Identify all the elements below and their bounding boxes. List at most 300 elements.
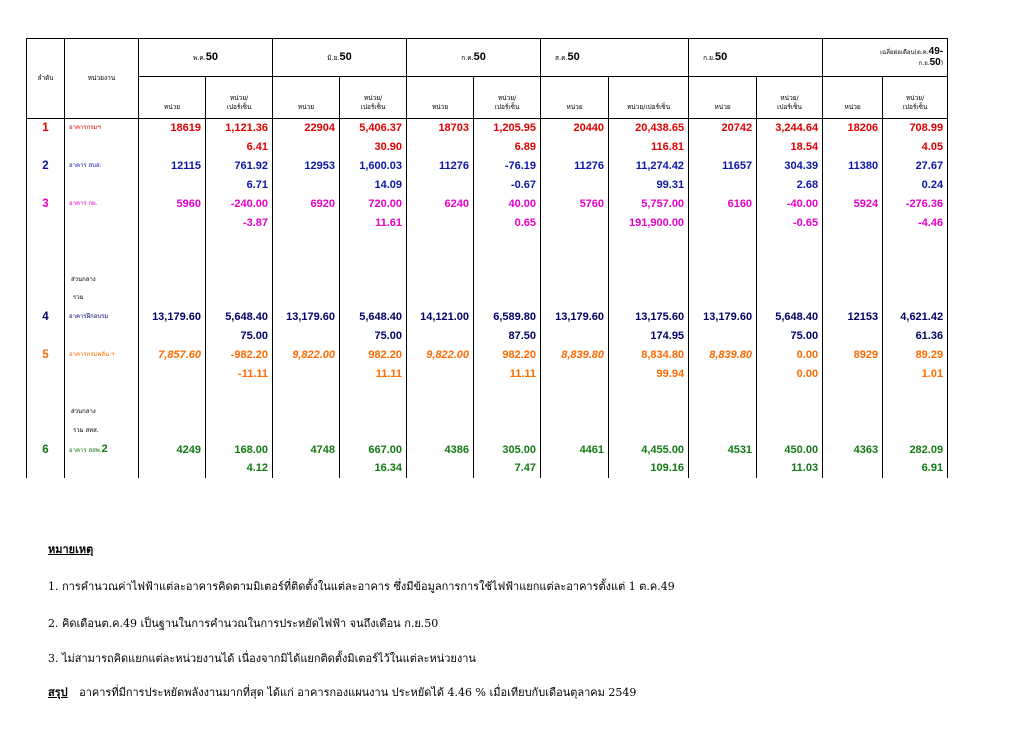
empty-cell: [273, 459, 340, 478]
units-cell: 9,822.00: [407, 346, 474, 365]
percent-cell: 99.31: [609, 176, 689, 195]
empty-cell: [823, 383, 883, 402]
diff-cell: -240.00: [206, 195, 273, 214]
empty-cell: [689, 251, 757, 270]
diff-cell: 5,648.40: [206, 308, 273, 327]
units-cell: 13,179.60: [139, 308, 206, 327]
note-item: 1. การคำนวณค่าไฟฟ้าแต่ละอาคารคิดตามมิเตอร์ที่ติดตั้งในแต่ละอาคาร ซึ่งมีข้อมูลการการใช้ไฟฟ้าแยกแต่ละอาคารตั้งแต่ 1 ต.ค.49: [48, 580, 675, 593]
empty-cell: [689, 365, 757, 384]
empty-cell: [65, 176, 139, 195]
empty-cell: [541, 138, 609, 157]
empty-cell: [139, 459, 206, 478]
empty-cell: [609, 232, 689, 251]
group-label: รวม สทส.: [65, 421, 139, 440]
empty-cell: [139, 176, 206, 195]
empty-cell: [139, 402, 206, 421]
empty-cell: [541, 289, 609, 308]
empty-cell: [27, 213, 65, 232]
empty-cell: [689, 421, 757, 440]
units-cell: 20742: [689, 119, 757, 138]
percent-cell: 0.24: [883, 176, 948, 195]
empty-cell: [474, 421, 541, 440]
diff-cell: 982.20: [340, 346, 407, 365]
empty-cell: [27, 365, 65, 384]
diff-cell: 5,406.37: [340, 119, 407, 138]
units-cell: 4531: [689, 440, 757, 459]
diff-cell: 667.00: [340, 440, 407, 459]
empty-cell: [340, 421, 407, 440]
empty-cell: [883, 383, 948, 402]
sub-header-unit-pct: หน่วย/ เปอร์เซ็น: [206, 77, 273, 119]
empty-cell: [541, 213, 609, 232]
energy-table: [26, 38, 948, 478]
diff-cell: 20,438.65: [609, 119, 689, 138]
empty-cell: [340, 383, 407, 402]
empty-cell: [407, 232, 474, 251]
empty-cell: [206, 232, 273, 251]
sub-header-unit: หน่วย: [139, 77, 206, 119]
empty-cell: [139, 251, 206, 270]
diff-cell: 1,600.03: [340, 157, 407, 176]
empty-cell: [407, 251, 474, 270]
percent-cell: 109.16: [609, 459, 689, 478]
diff-cell: -40.00: [757, 195, 823, 214]
sub-header-unit-pct: หน่วย/ เปอร์เซ็น: [474, 77, 541, 119]
percent-cell: 2.68: [757, 176, 823, 195]
unit-name-text: อาคารกรมฯ: [69, 124, 101, 132]
empty-cell: [65, 365, 139, 384]
empty-cell: [823, 289, 883, 308]
unit-name-text: อาคาร สบส.: [69, 162, 102, 170]
empty-cell: [474, 402, 541, 421]
percent-cell: 11.03: [757, 459, 823, 478]
units-cell: 4363: [823, 440, 883, 459]
units-cell: 18206: [823, 119, 883, 138]
summary-label: สรุป: [48, 686, 68, 699]
percent-cell: 4.05: [883, 138, 948, 157]
row-unit-name: [65, 119, 139, 138]
empty-cell: [407, 289, 474, 308]
percent-cell: 75.00: [340, 327, 407, 346]
empty-cell: [65, 251, 139, 270]
empty-cell: [139, 232, 206, 251]
empty-cell: [27, 176, 65, 195]
row-seq: 4: [27, 308, 65, 327]
empty-cell: [407, 421, 474, 440]
empty-cell: [139, 327, 206, 346]
percent-cell: 87.50: [474, 327, 541, 346]
diff-cell: 450.00: [757, 440, 823, 459]
empty-cell: [757, 421, 823, 440]
empty-cell: [823, 138, 883, 157]
units-cell: 14,121.00: [407, 308, 474, 327]
empty-cell: [689, 270, 757, 289]
sub-header-unit: หน่วย: [689, 77, 757, 119]
empty-cell: [65, 138, 139, 157]
empty-cell: [609, 383, 689, 402]
row-unit-name: [65, 346, 139, 365]
units-cell: 6160: [689, 195, 757, 214]
empty-cell: [206, 421, 273, 440]
sub-header-unit: หน่วย: [541, 77, 609, 119]
empty-cell: [689, 176, 757, 195]
diff-cell: 40.00: [474, 195, 541, 214]
percent-cell: 11.11: [474, 365, 541, 384]
empty-cell: [139, 138, 206, 157]
percent-cell: 6.71: [206, 176, 273, 195]
empty-cell: [541, 421, 609, 440]
col-header-average: เฉลี่ยต่อเดือน(ต.ค.49- ก.ย.50): [823, 39, 948, 77]
empty-cell: [273, 289, 340, 308]
empty-cell: [757, 270, 823, 289]
percent-cell: 6.89: [474, 138, 541, 157]
empty-cell: [65, 383, 139, 402]
empty-cell: [883, 232, 948, 251]
empty-cell: [407, 327, 474, 346]
units-cell: 12115: [139, 157, 206, 176]
empty-cell: [407, 138, 474, 157]
percent-row: [27, 138, 948, 157]
empty-cell: [27, 383, 65, 402]
group-label: รวม: [65, 289, 139, 308]
percent-cell: 191,900.00: [609, 213, 689, 232]
empty-cell: [273, 327, 340, 346]
percent-cell: 30.90: [340, 138, 407, 157]
empty-cell: [689, 383, 757, 402]
units-cell: 4249: [139, 440, 206, 459]
empty-cell: [407, 402, 474, 421]
unit-name-number: 2: [101, 442, 108, 455]
empty-cell: [883, 402, 948, 421]
units-cell: 4461: [541, 440, 609, 459]
empty-cell: [273, 232, 340, 251]
percent-cell: 0.00: [757, 365, 823, 384]
empty-cell: [883, 251, 948, 270]
diff-cell: 13,175.60: [609, 308, 689, 327]
percent-cell: 6.41: [206, 138, 273, 157]
empty-cell: [340, 402, 407, 421]
units-cell: 20440: [541, 119, 609, 138]
units-cell: 11276: [407, 157, 474, 176]
percent-cell: 16.34: [340, 459, 407, 478]
units-cell: 12153: [823, 308, 883, 327]
percent-cell: -4.46: [883, 213, 948, 232]
empty-cell: [474, 383, 541, 402]
table-row: [27, 157, 948, 176]
units-cell: 13,179.60: [689, 308, 757, 327]
empty-cell: [65, 327, 139, 346]
diff-cell: 720.00: [340, 195, 407, 214]
empty-cell: [689, 459, 757, 478]
sub-header-unit-pct: หน่วย/ เปอร์เซ็น: [340, 77, 407, 119]
empty-cell: [340, 270, 407, 289]
empty-cell: [541, 365, 609, 384]
empty-cell: [823, 251, 883, 270]
table-row: [27, 308, 948, 327]
notes-heading: หมายเหตุ: [48, 543, 94, 556]
empty-cell: [27, 232, 65, 251]
table-row: [27, 346, 948, 365]
empty-cell: [689, 327, 757, 346]
empty-cell: [823, 213, 883, 232]
sub-header-unit-pct: หน่วย/เปอร์เซ็น: [609, 77, 689, 119]
diff-cell: 8,834.80: [609, 346, 689, 365]
empty-cell: [273, 251, 340, 270]
diff-cell: 982.20: [474, 346, 541, 365]
empty-cell: [407, 176, 474, 195]
group-label: ส่วนกลาง: [65, 270, 139, 289]
empty-cell: [206, 251, 273, 270]
empty-cell: [273, 365, 340, 384]
percent-cell: 7.47: [474, 459, 541, 478]
units-cell: 8,839.80: [541, 346, 609, 365]
empty-cell: [407, 270, 474, 289]
units-cell: 12953: [273, 157, 340, 176]
diff-cell: 168.00: [206, 440, 273, 459]
sub-header-unit: หน่วย: [823, 77, 883, 119]
empty-cell: [139, 421, 206, 440]
percent-cell: 61.36: [883, 327, 948, 346]
row-seq: 6: [27, 440, 65, 459]
col-header-unit: หน่วยงาน: [65, 39, 139, 119]
empty-cell: [823, 421, 883, 440]
empty-cell: [609, 251, 689, 270]
diff-cell: 89.29: [883, 346, 948, 365]
empty-cell: [823, 365, 883, 384]
units-cell: 18619: [139, 119, 206, 138]
empty-cell: [139, 365, 206, 384]
units-cell: 9,822.00: [273, 346, 340, 365]
percent-cell: 14.09: [340, 176, 407, 195]
diff-cell: 305.00: [474, 440, 541, 459]
group-label-row: [27, 421, 948, 440]
diff-cell: 5,648.40: [340, 308, 407, 327]
percent-cell: 116.81: [609, 138, 689, 157]
empty-cell: [65, 213, 139, 232]
col-header-month: ส.ค.50: [541, 39, 689, 77]
empty-cell: [139, 270, 206, 289]
empty-cell: [823, 327, 883, 346]
diff-cell: 6,589.80: [474, 308, 541, 327]
empty-cell: [65, 232, 139, 251]
percent-cell: 75.00: [757, 327, 823, 346]
empty-cell: [757, 402, 823, 421]
empty-cell: [883, 270, 948, 289]
units-cell: 4386: [407, 440, 474, 459]
spacer-row: [27, 232, 948, 251]
percent-cell: 75.00: [206, 327, 273, 346]
percent-cell: -0.65: [757, 213, 823, 232]
empty-cell: [883, 289, 948, 308]
empty-cell: [407, 383, 474, 402]
percent-cell: -3.87: [206, 213, 273, 232]
empty-cell: [474, 232, 541, 251]
diff-cell: -982.20: [206, 346, 273, 365]
units-cell: 8,839.80: [689, 346, 757, 365]
percent-cell: 1.01: [883, 365, 948, 384]
empty-cell: [139, 213, 206, 232]
empty-cell: [273, 421, 340, 440]
empty-cell: [273, 176, 340, 195]
percent-cell: 0.65: [474, 213, 541, 232]
row-unit-name: [65, 157, 139, 176]
units-cell: 6240: [407, 195, 474, 214]
spacer-row: [27, 251, 948, 270]
empty-cell: [689, 232, 757, 251]
row-seq: 2: [27, 157, 65, 176]
units-cell: 5760: [541, 195, 609, 214]
empty-cell: [541, 176, 609, 195]
percent-cell: 6.91: [883, 459, 948, 478]
percent-cell: -0.67: [474, 176, 541, 195]
note-item: 2. คิดเดือนต.ค.49 เป็นฐานในการคำนวณในการประหยัดไฟฟ้า จนถึงเดือน ก.ย.50: [48, 617, 439, 630]
units-cell: 6920: [273, 195, 340, 214]
empty-cell: [206, 383, 273, 402]
row-unit-name: [65, 308, 139, 327]
table-row: [27, 195, 948, 214]
empty-cell: [27, 251, 65, 270]
units-cell: 11380: [823, 157, 883, 176]
empty-cell: [340, 251, 407, 270]
percent-row: [27, 365, 948, 384]
empty-cell: [541, 402, 609, 421]
diff-cell: 304.39: [757, 157, 823, 176]
empty-cell: [757, 383, 823, 402]
empty-cell: [27, 270, 65, 289]
units-cell: 5924: [823, 195, 883, 214]
units-cell: 13,179.60: [273, 308, 340, 327]
empty-cell: [273, 270, 340, 289]
empty-cell: [541, 459, 609, 478]
diff-cell: 3,244.64: [757, 119, 823, 138]
empty-cell: [757, 251, 823, 270]
table-header: [27, 39, 948, 119]
diff-cell: -276.36: [883, 195, 948, 214]
diff-cell: 5,757.00: [609, 195, 689, 214]
empty-cell: [689, 289, 757, 308]
percent-row: [27, 176, 948, 195]
empty-cell: [27, 327, 65, 346]
empty-cell: [823, 176, 883, 195]
energy-table-sheet: [26, 38, 944, 478]
diff-cell: 4,455.00: [609, 440, 689, 459]
units-cell: 8929: [823, 346, 883, 365]
percent-cell: -11.11: [206, 365, 273, 384]
diff-cell: 11,274.42: [609, 157, 689, 176]
empty-cell: [27, 402, 65, 421]
empty-cell: [27, 289, 65, 308]
summary-text: อาคารที่มีการประหยัดพลังงานมากที่สุด ได้แก่ อาคารกองแผนงาน ประหยัดได้ 4.46 % เมื่อเทียบกับเดือนตุลาคม 2549: [79, 686, 637, 699]
empty-cell: [65, 459, 139, 478]
percent-cell: 99.94: [609, 365, 689, 384]
group-label-row: [27, 402, 948, 421]
diff-cell: 4,621.42: [883, 308, 948, 327]
diff-cell: 1,205.95: [474, 119, 541, 138]
units-cell: 13,179.60: [541, 308, 609, 327]
empty-cell: [407, 213, 474, 232]
group-label-row: [27, 270, 948, 289]
sub-header-unit-pct: หน่วย/ เปอร์เซ็น: [757, 77, 823, 119]
empty-cell: [206, 270, 273, 289]
diff-cell: 761.92: [206, 157, 273, 176]
group-label-row: [27, 289, 948, 308]
spacer-row: [27, 383, 948, 402]
percent-row: [27, 459, 948, 478]
col-header-seq: ลำดับ: [27, 39, 65, 119]
units-cell: 22904: [273, 119, 340, 138]
percent-row: [27, 213, 948, 232]
empty-cell: [823, 232, 883, 251]
table-row: [27, 440, 948, 459]
diff-cell: 282.09: [883, 440, 948, 459]
empty-cell: [541, 327, 609, 346]
table-row: [27, 119, 948, 138]
percent-cell: 11.11: [340, 365, 407, 384]
units-cell: 5960: [139, 195, 206, 214]
col-header-month: พ.ค.50: [139, 39, 273, 77]
empty-cell: [27, 138, 65, 157]
empty-cell: [883, 421, 948, 440]
empty-cell: [273, 383, 340, 402]
empty-cell: [609, 402, 689, 421]
empty-cell: [206, 289, 273, 308]
row-seq: 1: [27, 119, 65, 138]
group-label: ส่วนกลาง: [65, 402, 139, 421]
percent-cell: 18.54: [757, 138, 823, 157]
empty-cell: [273, 213, 340, 232]
unit-name-text: อาคารกรมพลั่น ฯ: [69, 351, 115, 359]
empty-cell: [541, 232, 609, 251]
empty-cell: [757, 232, 823, 251]
percent-cell: 174.95: [609, 327, 689, 346]
units-cell: 11657: [689, 157, 757, 176]
empty-cell: [206, 402, 273, 421]
diff-cell: 708.99: [883, 119, 948, 138]
empty-cell: [609, 421, 689, 440]
percent-cell: 4.12: [206, 459, 273, 478]
col-header-month: ก.ค.50: [407, 39, 541, 77]
empty-cell: [474, 270, 541, 289]
units-cell: 7,857.60: [139, 346, 206, 365]
empty-cell: [407, 365, 474, 384]
row-unit-name: [65, 195, 139, 214]
percent-cell: 11.61: [340, 213, 407, 232]
diff-cell: 0.00: [757, 346, 823, 365]
empty-cell: [139, 289, 206, 308]
units-cell: 4748: [273, 440, 340, 459]
col-header-month: ก.ย.50: [689, 39, 823, 77]
row-seq: 3: [27, 195, 65, 214]
row-unit-name: [65, 440, 139, 459]
empty-cell: [340, 232, 407, 251]
empty-cell: [609, 289, 689, 308]
unit-name-text: อาคาร กผ.: [69, 200, 98, 207]
sub-header-unit-pct: หน่วย/ เปอร์เซ็น: [883, 77, 948, 119]
empty-cell: [27, 459, 65, 478]
empty-cell: [823, 402, 883, 421]
diff-cell: 1,121.36: [206, 119, 273, 138]
diff-cell: 5,648.40: [757, 308, 823, 327]
empty-cell: [541, 251, 609, 270]
empty-cell: [689, 402, 757, 421]
unit-name-text: อาคารฝึกอบรม: [69, 313, 109, 321]
units-cell: 18703: [407, 119, 474, 138]
diff-cell: -76.19: [474, 157, 541, 176]
empty-cell: [139, 383, 206, 402]
percent-row: [27, 327, 948, 346]
empty-cell: [541, 270, 609, 289]
empty-cell: [689, 213, 757, 232]
